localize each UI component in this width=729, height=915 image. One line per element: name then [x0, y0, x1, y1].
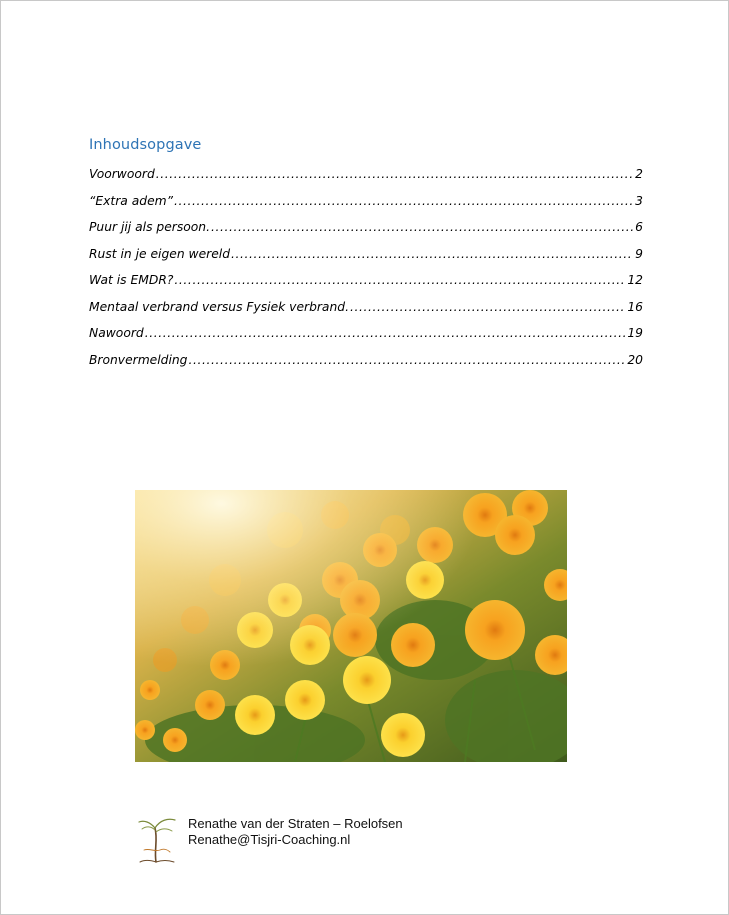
toc-leader — [350, 300, 625, 314]
flower-photo — [135, 490, 567, 762]
toc-entry-page: 3 — [635, 193, 643, 208]
toc-leader — [189, 353, 626, 367]
tisjri-coaching-logo-icon — [136, 810, 178, 864]
toc-entry[interactable] — [89, 353, 643, 380]
author-email[interactable]: Renathe@Tisjri-Coaching.nl — [188, 832, 351, 847]
toc-entry-page: 16 — [627, 299, 643, 314]
toc-entry-title: “Extra adem” — [89, 193, 173, 208]
table-of-contents — [89, 167, 643, 379]
toc-heading: Inhoudsopgave — [89, 137, 202, 153]
toc-entry[interactable] — [89, 300, 643, 327]
toc-entry-title: Mentaal verbrand versus Fysiek verbrand. — [89, 299, 349, 314]
toc-entry-page: 6 — [635, 220, 643, 234]
toc-entry[interactable] — [89, 247, 643, 274]
toc-entry-page: 20 — [627, 352, 643, 367]
toc-entry-title: Nawoord — [89, 326, 144, 340]
toc-leader — [211, 220, 633, 234]
toc-leader — [231, 247, 633, 261]
toc-entry-page: 12 — [627, 273, 643, 287]
toc-entry-title: Bronvermelding — [89, 352, 188, 367]
toc-entry-title: Puur jij als persoon. — [89, 220, 210, 234]
toc-entry-page: 9 — [635, 246, 643, 261]
toc-entry-page: 2 — [635, 167, 643, 181]
toc-entry[interactable] — [89, 194, 643, 221]
toc-entry-title: Wat is EMDR? — [89, 273, 174, 287]
toc-leader — [174, 194, 633, 208]
toc-entry[interactable] — [89, 167, 643, 194]
toc-entry[interactable] — [89, 273, 643, 300]
toc-entry-title: Voorwoord — [89, 167, 155, 181]
toc-entry[interactable] — [89, 220, 643, 247]
toc-leader — [174, 273, 625, 287]
author-name: Renathe van der Straten – Roelofsen — [188, 816, 403, 831]
toc-leader — [156, 167, 633, 181]
toc-entry-title: Rust in je eigen wereld — [89, 246, 231, 261]
toc-entry-page: 19 — [627, 326, 643, 340]
toc-entry[interactable] — [89, 326, 643, 353]
toc-leader — [145, 326, 626, 340]
footer-contact — [188, 816, 403, 848]
